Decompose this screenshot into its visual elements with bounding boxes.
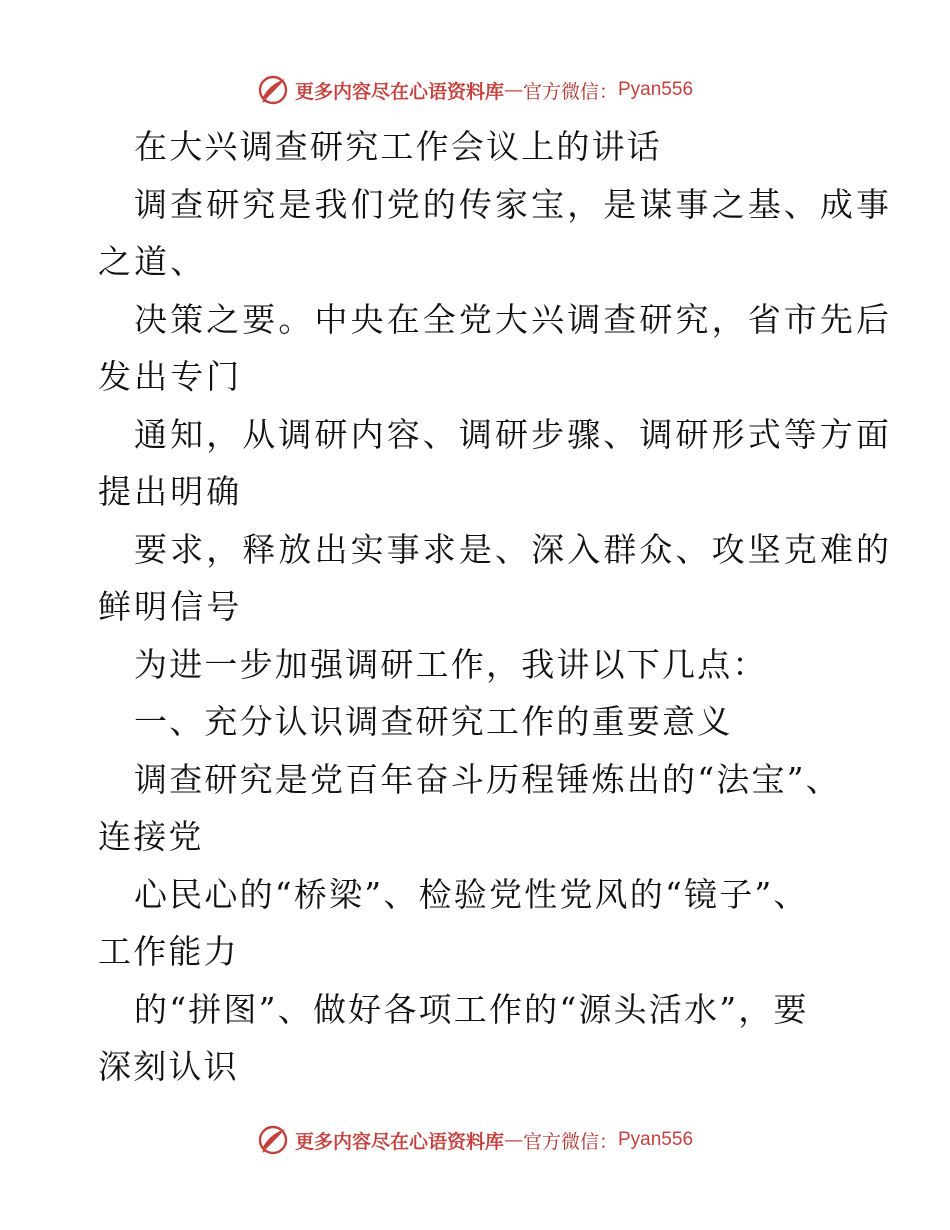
paragraph-line: 之道、 bbox=[98, 242, 207, 281]
paragraph-line: 要求，释放出实事求是、深入群众、攻坚克难的 bbox=[134, 529, 893, 569]
paragraph-line: 调查研究是我们党的传家宝，是谋事之基、成事 bbox=[134, 184, 893, 224]
paragraph-line: 鲜明信号 bbox=[98, 587, 243, 626]
paragraph-line: 深刻认识 bbox=[98, 1047, 239, 1086]
paragraph-line: 为进一步加强调研工作，我讲以下几点： bbox=[134, 644, 768, 684]
footer-brand-text: 更多内容尽在心语资料库 bbox=[294, 1130, 504, 1153]
paragraph-line: 调查研究是党百年奋斗历程锤炼出的“法宝”、 bbox=[134, 759, 841, 799]
footer-wechat-label: 官方微信： bbox=[522, 1130, 618, 1153]
paragraph-line: 心民心的“桥梁”、检验党性党风的“镜子”、 bbox=[134, 874, 809, 914]
header-brand-text: 更多内容尽在心语资料库 bbox=[294, 80, 504, 103]
paragraph-line: 发出专门 bbox=[98, 357, 243, 396]
paragraph-line: 决策之要。中央在全党大兴调查研究，省市先后 bbox=[134, 299, 893, 339]
document-title: 在大兴调查研究工作会议上的讲话 bbox=[134, 127, 662, 166]
header-watermark bbox=[0, 70, 950, 110]
paragraph-line: 提出明确 bbox=[98, 472, 243, 511]
paragraph-line: 工作能力 bbox=[98, 932, 239, 971]
footer-wechat-id: Pyan556 bbox=[618, 1129, 694, 1150]
header-wechat-label: 官方微信： bbox=[522, 80, 618, 103]
header-wechat-id: Pyan556 bbox=[618, 79, 694, 100]
paragraph-line: 通知，从调研内容、调研步骤、调研形式等方面 bbox=[134, 414, 893, 454]
pen-logo-icon bbox=[257, 74, 289, 106]
document-body bbox=[98, 118, 893, 1096]
paragraph-line: 连接党 bbox=[98, 817, 204, 856]
pen-logo-icon bbox=[257, 1124, 289, 1156]
header-dash: — bbox=[503, 79, 523, 101]
section-heading: 一、充分认识调查研究工作的重要意义 bbox=[134, 702, 733, 741]
footer-watermark bbox=[0, 1120, 950, 1160]
footer-dash: — bbox=[503, 1129, 523, 1151]
paragraph-line: 的“拼图”、做好各项工作的“源头活水”，要 bbox=[134, 989, 809, 1029]
